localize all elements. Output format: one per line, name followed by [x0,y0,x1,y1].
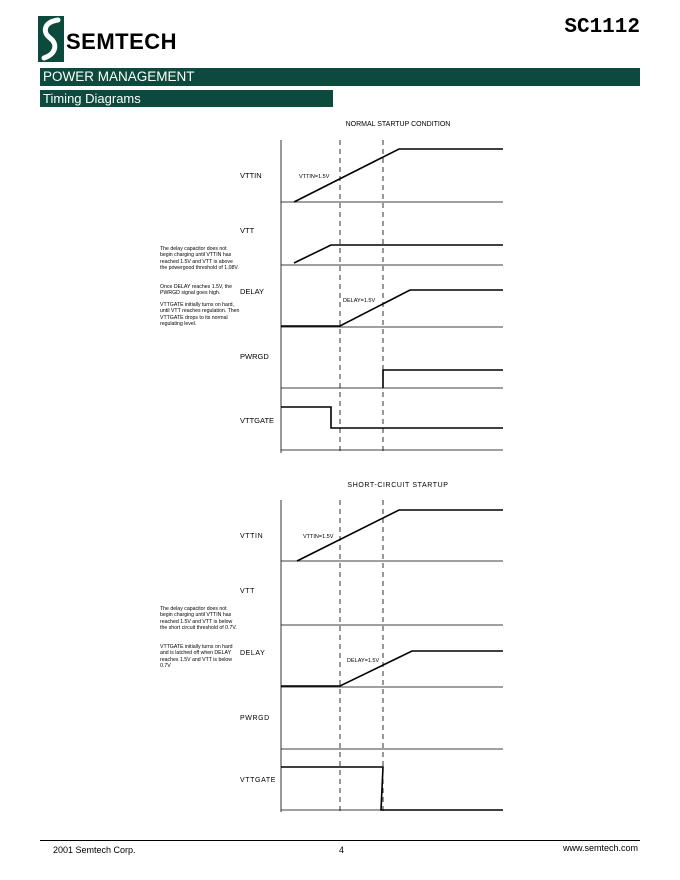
diagram1-waveforms [281,149,503,428]
diagram2-delay-wave [281,651,503,686]
diagram2-label-vttin: VTTIN [240,533,264,540]
diagram2-delay-annotation: DELAY=1.5V [347,658,380,664]
footer-rule [40,840,640,841]
section-title-bar: POWER MANAGEMENT [40,68,640,86]
logo-text: SEMTECH [66,29,178,54]
diagram2-waveforms [281,510,503,810]
diagram1-note-1: The delay capacitor does not begin charging until VTTIN has reached 1.5V and VTT is above the powergood threshold of 1.08V. [160,246,239,271]
diagram1-label-delay: DELAY [240,287,265,296]
diagram1-label-vtt: VTT [240,226,255,235]
diagram2-label-delay: DELAY [240,650,266,657]
diagram1-vttgate-wave [281,407,503,428]
diagram1-pwrgd-wave [383,370,503,388]
diagram2-label-vttgate: VTTGATE [240,777,276,784]
diagram2-note-2: VTTGATE initially turns on hard and is latched off when DELAY reaches 1.5V and VTT is below 0.7V [160,644,233,669]
part-number: SC1112 [564,16,640,39]
footer-website[interactable]: www.semtech.com [562,843,638,853]
diagram1-label-pwrgd: PWRGD [240,352,269,361]
diagram1-label-vttin: VTTIN [240,171,262,180]
diagram2-axes [281,500,503,812]
diagram1-note-3: VTTGATE initially turns on hard, until VTT reaches regulation. Then VTTGATE drops to its normal regulating level. [160,302,240,327]
footer-copyright: 2001 Semtech Corp. [53,845,136,855]
footer-page-number: 4 [339,845,345,855]
diagram2-label-vtt: VTT [240,588,256,595]
diagram1-vtt-wave [294,245,503,263]
diagram1-label-vttgate: VTTGATE [240,416,275,425]
diagram2-title: SHORT-CIRCUIT STARTUP [347,482,449,489]
diagram1-delay-wave [281,290,503,326]
diagram2-vttin-annotation: VTTIN=1.5V [303,534,334,540]
diagram2-note-1: The delay capacitor does not begin charging until VTTIN has reached 1.5V and VTT is below the short circuit threshold of 0.7V. [160,606,237,631]
diagram2-label-pwrgd: PWRGD [240,715,270,722]
diagram1-axes [281,140,503,453]
diagram1-vttin-annotation: VTTIN=1.5V [299,174,330,180]
diagram2-vttgate-wave [281,767,503,810]
diagram1-title: NORMAL STARTUP CONDITION [345,121,451,128]
subsection-title-bar: Timing Diagrams [40,90,333,107]
diagram1-delay-annotation: DELAY=1.5V [343,298,376,304]
diagram1-note-2: Once DELAY reaches 1.5V, the PWRGD signal goes high. [160,284,232,297]
